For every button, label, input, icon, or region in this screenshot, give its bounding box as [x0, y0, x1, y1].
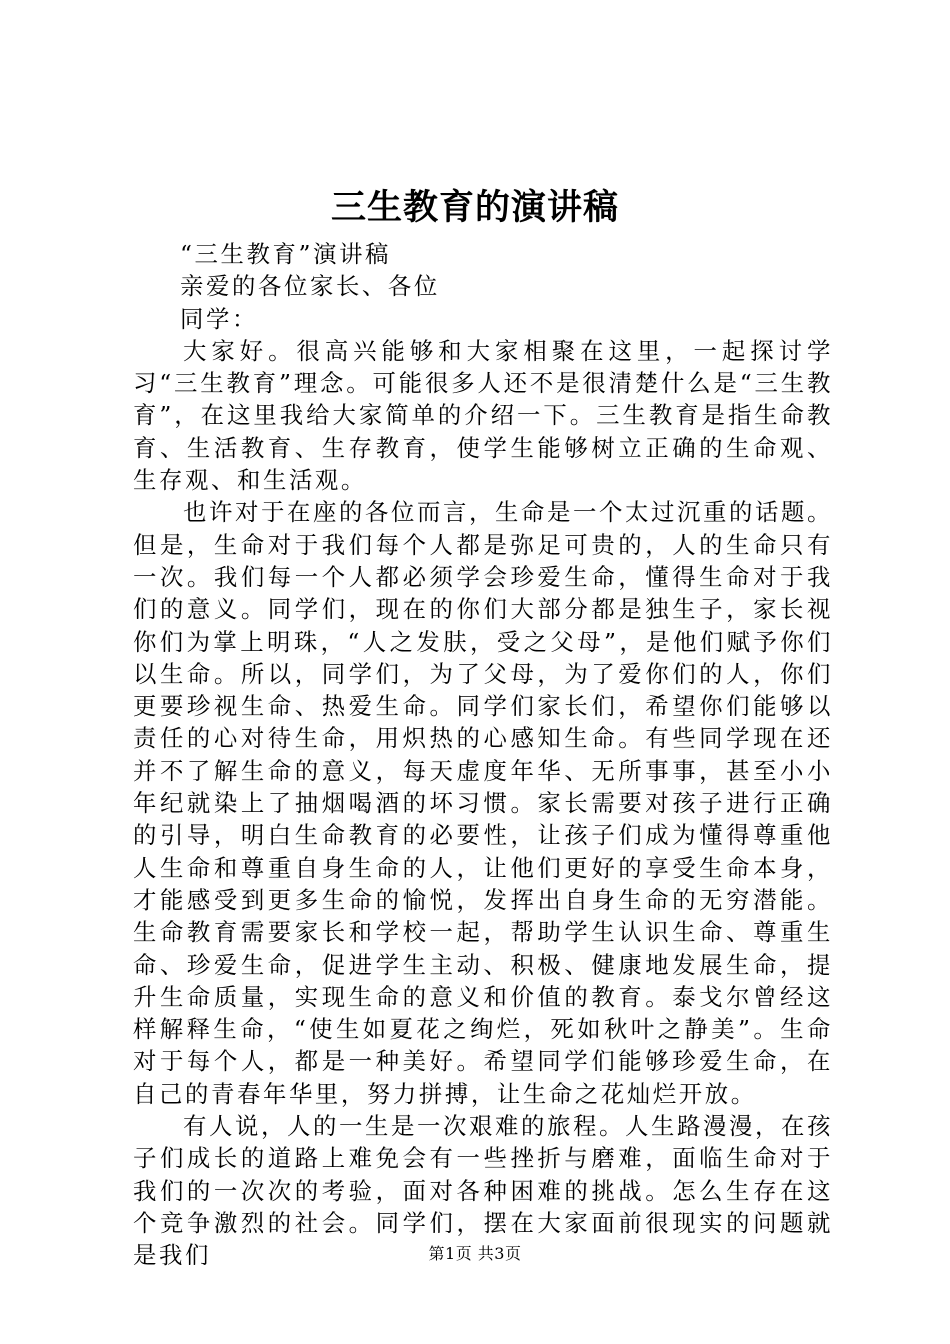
page-footer: 第1页 共3页: [428, 1244, 522, 1263]
salutation-line: 亲爱的各位家长、各位: [180, 272, 440, 301]
body-paragraph: 大家好。很高兴能够和大家相聚在这里，一起探讨学习“三生教育”理念。可能很多人还不是很清楚什么是“三生教育”，在这里我给大家简单的介绍一下。三生教育是指生命教育、生活教育、生存教育，使学生能够树立正确的生命观、生存观、和生活观。: [133, 336, 833, 495]
speech-heading: “三生教育”演讲稿: [180, 240, 392, 268]
body-paragraph: 有人说，人的一生是一次艰难的旅程。人生路漫漫，在孩子们成长的道路上难免会有一些挫折与磨难，面临生命对于我们的一次次的考验，面对各种困难的挑战。怎么生存在这个竞争激烈的社会。同学们，摆在大家面前很现实的问题就是我们: [133, 1112, 833, 1270]
salutation-line: 同学：: [180, 304, 258, 333]
document-body: [133, 238, 833, 1272]
body-paragraph: 也许对于在座的各位而言，生命是一个太过沉重的话题。但是，生命对于我们每个人都是弥足可贵的，人的生命只有一次。我们每一个人都必须学会珍爱生命，懂得生命对于我们的意义。同学们，现在的你们大部分都是独生子，家长视你们为掌上明珠，“人之发肤，受之父母”，是他们赋予你们以生命。所以，同学们，为了父母，为了爱你们的人，你们更要珍视生命、热爱生命。同学们家长们，希望你们能够以责任的心对待生命，用炽热的心感知生命。有些同学现在还并不了解生命的意义，每天虚度年华、无所事事，甚至小小年纪就染上了抽烟喝酒的坏习惯。家长需要对孩子进行正确的引导，明白生命教育的必要性，让孩子们成为懂得尊重他人生命和尊重自身生命的人，让他们更好的享受生命本身，才能感受到更多生命的愉悦，发挥出自身生命的无穷潜能。生命教育需要家长和学校一起，帮助学生认识生命、尊重生命、珍爱生命，促进学生主动、积极、健康地发展生命，提升生命质量，实现生命的意义和价值的教育。泰戈尔曾经这样解释生命，“使生如夏花之绚烂，死如秋叶之静美”。生命对于每个人，都是一种美好。希望同学们能够珍爱生命，在自己的青春年华里，努力拼搏，让生命之花灿烂开放。: [133, 498, 833, 1108]
document-title: 三生教育的演讲稿: [330, 187, 619, 228]
